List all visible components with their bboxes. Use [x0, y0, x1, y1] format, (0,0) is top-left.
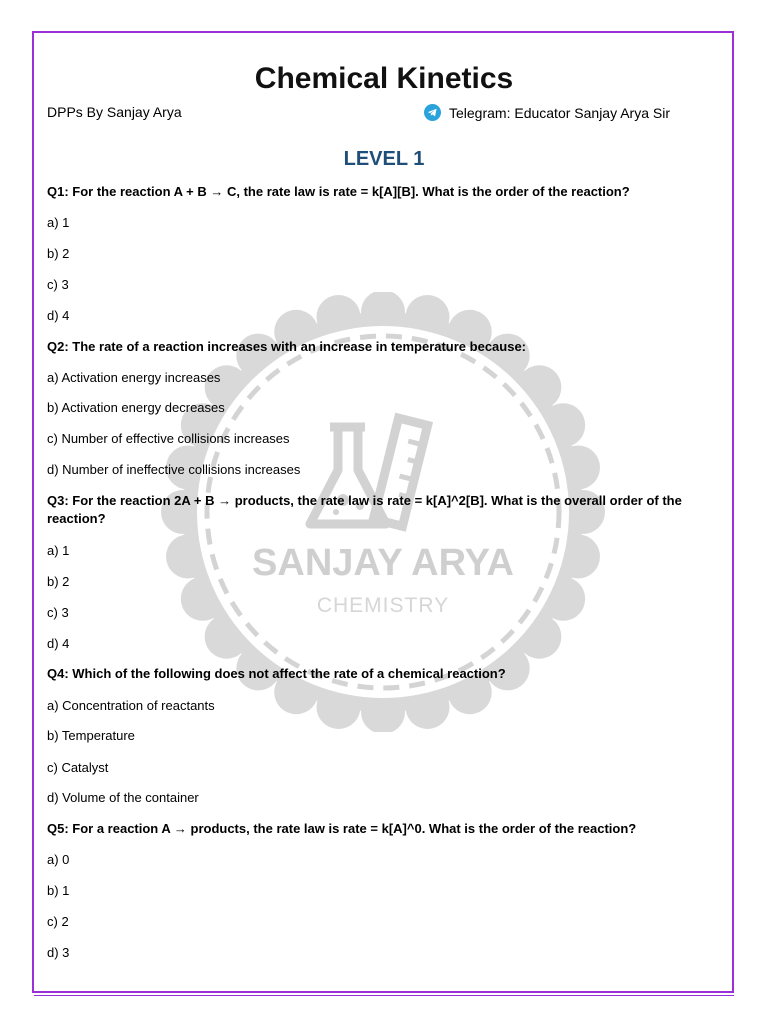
watermark-name: SANJAY ARYA: [252, 542, 514, 584]
question-text: Q2: The rate of a reaction increases with an increase in temperature because:: [47, 339, 527, 354]
option: a) Concentration of reactants: [47, 698, 215, 713]
option: c) 2: [47, 914, 69, 929]
option: d) 4: [47, 636, 70, 651]
option: d) 3: [47, 945, 70, 960]
question-text: Q5: For a reaction A → products, the rate law is rate = k[A]^0. What is the order of the reaction?: [47, 821, 637, 836]
option: b) Temperature: [47, 728, 135, 743]
option: a) 1: [47, 215, 70, 230]
option: c) 3: [47, 277, 69, 292]
option: a) Activation energy increases: [47, 370, 221, 385]
bottom-rule: [34, 995, 734, 996]
option: b) 2: [47, 246, 70, 261]
option: d) Number of ineffective collisions increases: [47, 462, 301, 477]
option: c) 3: [47, 605, 69, 620]
level-heading: LEVEL 1: [343, 148, 425, 170]
option: d) 4: [47, 308, 70, 323]
question-text: Q1: For the reaction A + B → C, the rate law is rate = k[A][B]. What is the order of the reaction?: [47, 184, 630, 199]
option: a) 1: [47, 543, 70, 558]
option: b) Activation energy decreases: [47, 400, 225, 415]
option: a) 0: [47, 852, 70, 867]
option: c) Number of effective collisions increases: [47, 431, 290, 446]
question-text: Q4: Which of the following does not affect the rate of a chemical reaction?: [47, 666, 506, 681]
telegram-contact: [424, 104, 670, 121]
option: d) Volume of the container: [47, 790, 199, 805]
page-title: Chemical Kinetics: [254, 62, 514, 95]
option: b) 1: [47, 883, 70, 898]
option: c) Catalyst: [47, 760, 109, 775]
watermark-subtitle: CHEMISTRY: [316, 594, 450, 617]
telegram-icon: [424, 104, 441, 121]
telegram-label: Telegram: Educator Sanjay Arya Sir: [449, 104, 670, 121]
question-text: Q3: For the reaction 2A + B → products, the rate law is rate = k[A]^2[B]. What is the overall order of the reaction?: [47, 493, 682, 526]
option: b) 2: [47, 574, 70, 589]
author-line: DPPs By Sanjay Arya: [47, 104, 182, 120]
